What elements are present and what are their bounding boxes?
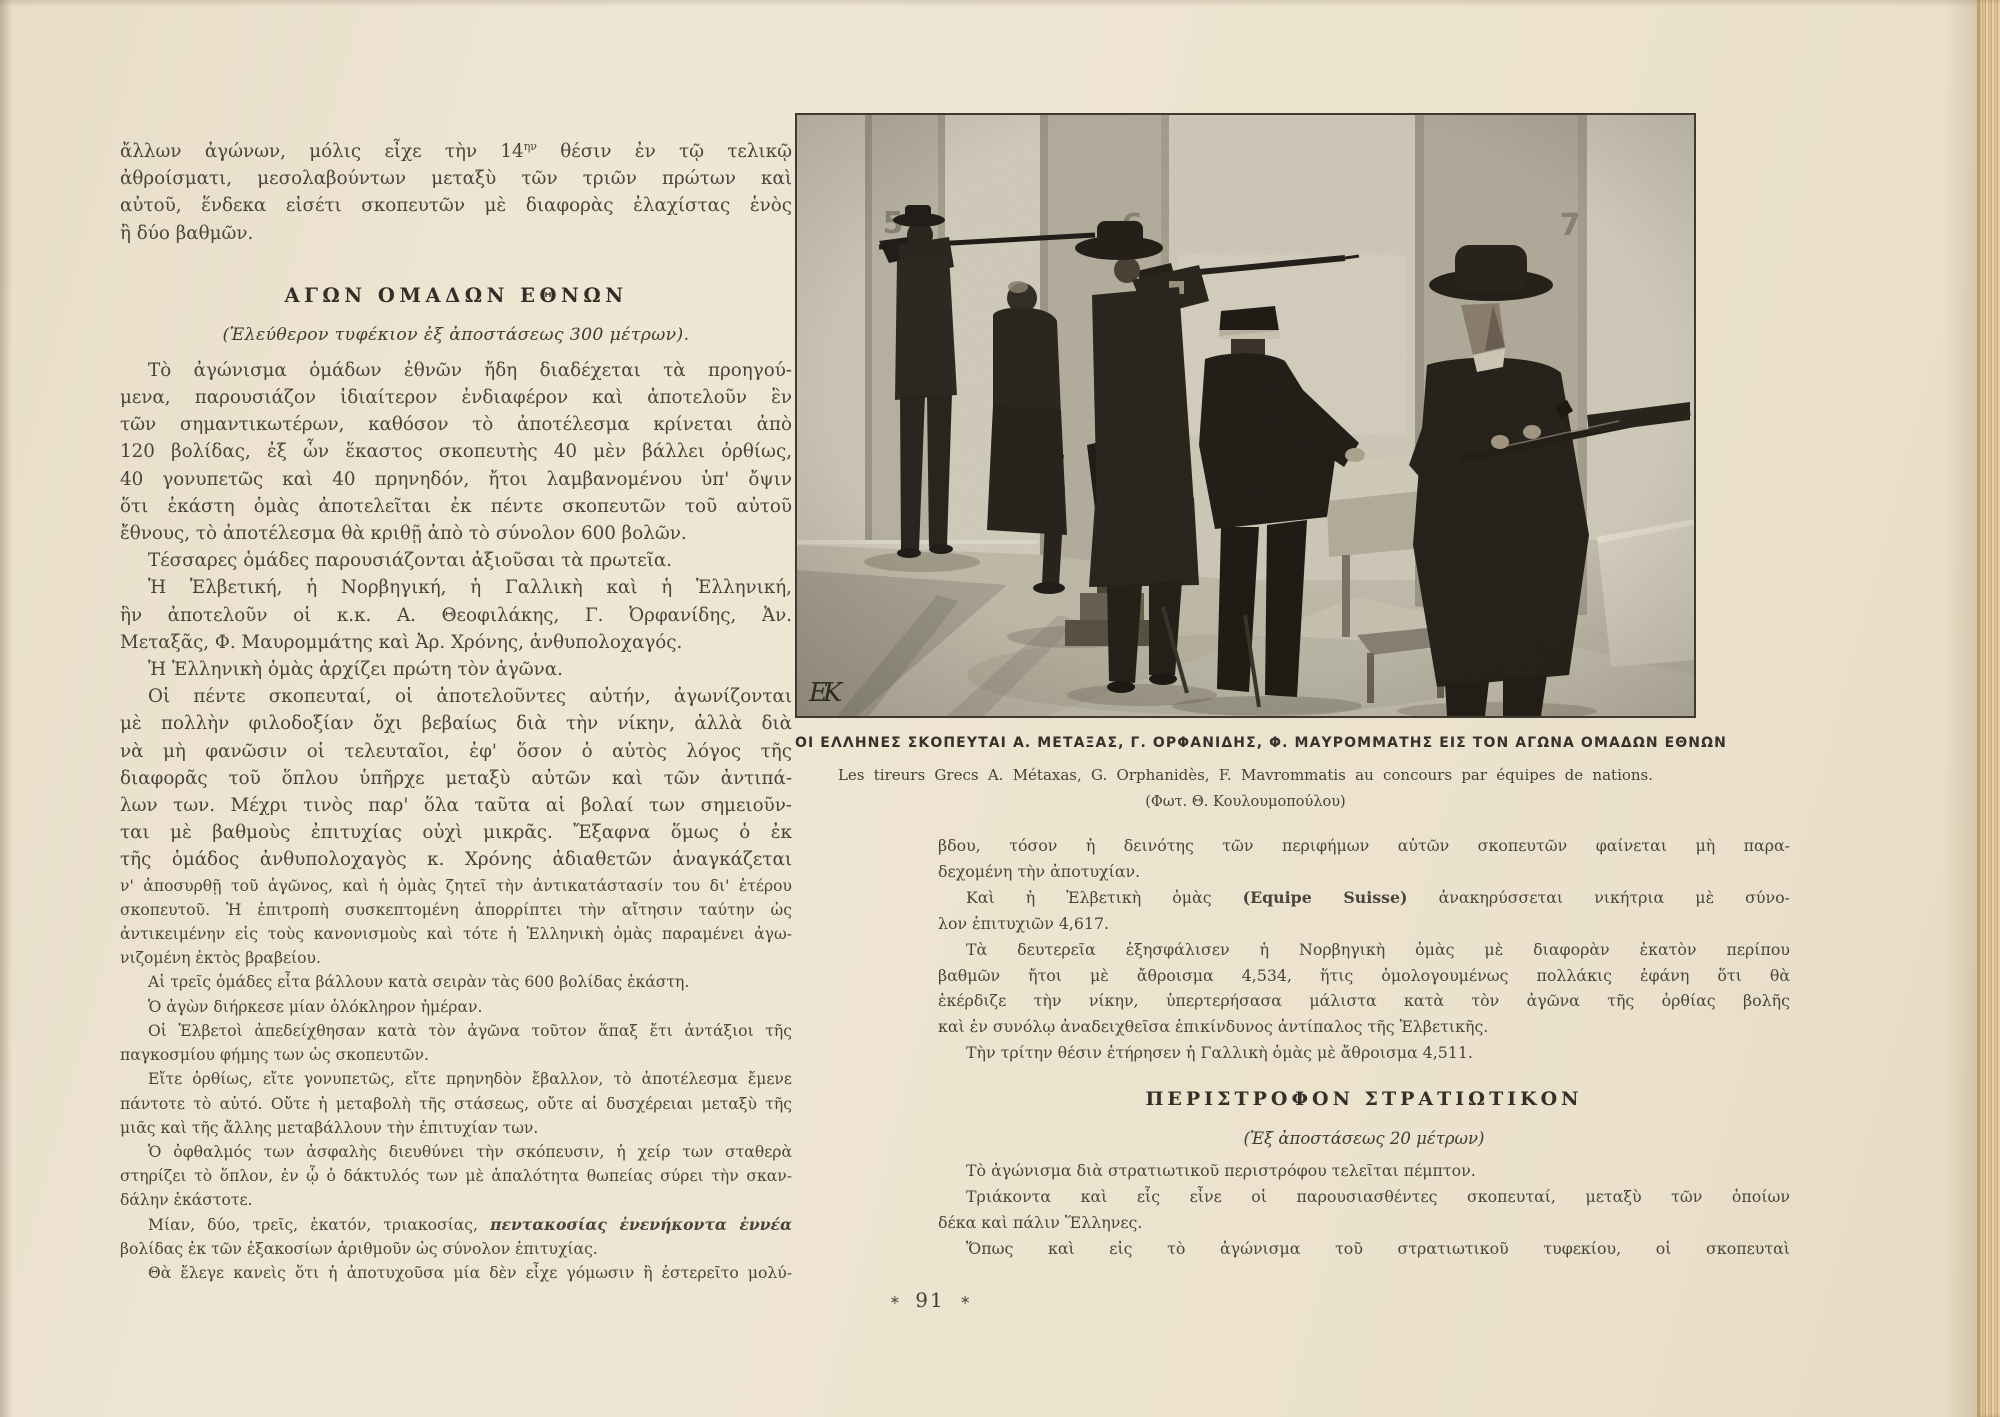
section-heading: ΑΓΩΝ ΟΜΑΔΩΝ ΕΘΝΩΝ xyxy=(284,283,628,307)
text-line: μενα, παρουσιάζον ἰδιαίτερον ἐνδιαφέρον καὶ ἀποτελοῦν ἓν xyxy=(120,387,792,409)
results-paragraphs xyxy=(938,833,1790,1066)
halftone-photograph xyxy=(795,113,1696,718)
body-paragraphs-large xyxy=(120,357,792,874)
text-line: 120 βολίδας, ἐξ ὧν ἕκαστος σκοπευτὴς 40 μὲν βάλλει ὀρθίως, xyxy=(120,441,792,463)
paragraph xyxy=(120,1213,792,1261)
text-line: τῶν σημαντικωτέρων, καθόσον τὸ ἀποτέλεσμα κρίνεται ἀπὸ xyxy=(120,414,792,436)
page-left-shadow xyxy=(0,0,12,1417)
text-line: τῆς ὁμάδος ἀνθυπολοχαγὸς κ. Χρόνης ἀδιαθετῶν ἀναγκάζεται xyxy=(120,849,792,871)
text-line: ται μὲ βαθμοὺς ἐπιτυχίας οὐχὶ μικρᾶς. Ἔξαφνα ὅμως ὁ ἐκ xyxy=(120,822,792,844)
paragraph xyxy=(938,937,1790,1041)
paragraph xyxy=(120,656,792,683)
section-subheading: (Ἐλεύθερον τυφέκιον ἐξ ἀποστάσεως 300 μέτρων). xyxy=(222,324,690,345)
text-line: δάλην ἑκάστοτε. xyxy=(120,1191,253,1210)
text-line: Τέσσαρες ὁμάδες παρουσιάζονται ἀξιοῦσαι τὰ πρωτεῖα. xyxy=(148,550,673,572)
text-line: ἢ δύο βαθμῶν. xyxy=(120,222,254,244)
folio-ornament-right: ∗ xyxy=(959,1293,971,1308)
text-line: στηρίζει τὸ ὅπλον, ἐν ᾧ ὁ δάκτυλός των μὲ ἁπαλότητα θωπείας σύρει τὴν σκαν- xyxy=(120,1167,792,1186)
text-line: βδου, τόσον ἡ δεινότης τῶν περιφήμων αὐτῶν σκοπευτῶν φαίνεται μὴ παρα- xyxy=(938,836,1790,855)
text-line: Ἡ Ἑλληνικὴ ὁμὰς ἀρχίζει πρώτη τὸν ἀγῶνα. xyxy=(148,659,563,681)
text-line: νιζομένη ἐκτὸς βραβείου. xyxy=(120,949,321,968)
text-line: μιᾶς καὶ τῆς ἄλλης μεταβάλλουν τὴν ἐπιτυχίαν των. xyxy=(120,1118,539,1137)
text-line: ἀντικειμένην εἰς τοὺς κανονισμοὺς καὶ τότε ἡ Ἑλληνικὴ ὁμὰς παραμένει ἀγω- xyxy=(120,925,792,944)
text-line: ἀθροίσματι, μεσολαβούντων μεταξὺ τῶν τριῶν πρώτων καὶ xyxy=(120,168,792,190)
body-paragraphs-small xyxy=(120,874,792,1285)
text-line: Τὸ ἀγώνισμα διὰ στρατιωτικοῦ περιστρόφου τελεῖται πέμπτον. xyxy=(966,1161,1476,1181)
text-line: Τριάκοντα καὶ εἷς εἶνε οἱ παρουσιασθέντες σκοπευταί, μεταξὺ τῶν ὁποίων xyxy=(966,1187,1790,1207)
text-line: 40 γονυπετῶς καὶ 40 πρηνηδόν, ἤτοι λαμβανομένου ὑπ' ὄψιν xyxy=(120,468,792,490)
paragraph xyxy=(120,683,792,873)
caption-greek: ΟΙ ΕΛΛΗΝΕΣ ΣΚΟΠΕΥΤΑΙ Α. ΜΕΤΑΞΑΣ, Γ. ΟΡΦΑΝΙΔΗΣ, Φ. ΜΑΥΡΟΜΜΑΤΗΣ ΕΙΣ ΤΟΝ ΑΓΩΝΑ ΟΜΑΔΩΝ ΕΘΝΩΝ xyxy=(795,735,1727,751)
text-line: καὶ ἐν συνόλῳ ἀναδειχθεῖσα ἐπικίνδυνος ἀντίπαλος τῆς Ἑλβετικῆς. xyxy=(938,1017,1489,1037)
paragraph xyxy=(120,1019,792,1067)
text-line: ἣν ἀποτελοῦν οἱ κ.κ. Α. Θεοφιλάκης, Γ. Ὀρφανίδης, Ἀν. xyxy=(120,604,792,626)
paragraph xyxy=(938,1158,1790,1184)
text-line: Μίαν, δύο, τρεῖς, ἑκατόν, τριακοσίας, πεντακοσίας ἐνενήκοντα ἐννέα xyxy=(148,1214,793,1234)
text-line: βαθμῶν ἤτοι μὲ ἄθροισμα 4,534, ἥτις ὁμολογουμένως πολλάκις ἐφάνη ὅτι θὰ xyxy=(938,965,1790,985)
paragraph xyxy=(938,833,1790,885)
text-line: αὐτοῦ, ἕνδεκα εἰσέτι σκοπευτῶν μὲ διαφορὰς ἐλαχίστας ἑνὸς xyxy=(120,195,792,217)
text-line: λον ἐπιτυχιῶν 4,617. xyxy=(938,913,1110,933)
text-line: ἔθνους, τὸ ἀποτέλεσμα θὰ κριθῇ ἀπὸ τὸ σύνολον 600 βολῶν. xyxy=(120,523,687,545)
paragraph xyxy=(120,1067,792,1140)
text-line: σκοπευτοῦ. Ἡ ἐπιτροπὴ συσκεπτομένη ἀπορρίπτει τὴν αἴτησιν ταύτην ὡς xyxy=(120,900,792,919)
book-fore-edge xyxy=(1977,0,2000,1417)
text-line: Οἱ πέντε σκοπευταί, οἱ ἀποτελοῦντες αὐτήν, ἀγωνίζονται xyxy=(148,686,792,708)
vignette xyxy=(797,115,1694,716)
text-line: παγκοσμίου φήμης των ὡς σκοπευτῶν. xyxy=(120,1046,429,1065)
page-curve-shadow xyxy=(1944,0,1978,1417)
paragraph xyxy=(120,574,792,656)
text-line: λων των. Μέχρι τινὸς παρ' ὅλα ταῦτα αἱ βολαί των σημειοῦν- xyxy=(120,795,792,817)
text-line: ὅτι ἑκάστη ὁμὰς ἀποτελεῖται ἐκ πέντε σκοπευτῶν τοῦ αὐτοῦ xyxy=(120,495,792,517)
text-line: ν' ἀποσυρθῇ τοῦ ἀγῶνος, καὶ ἡ ὁμὰς ζητεῖ τὴν ἀντικατάστασίν του δι' ἑτέρου xyxy=(120,876,792,895)
left-text-column xyxy=(120,138,792,1285)
text-line: ἄλλων ἀγώνων, μόλις εἶχε τὴν $14^{\eta\nu}$ θέσιν ἐν τῷ τελικῷ xyxy=(120,139,792,162)
text-line: διαφορᾶς τοῦ ὅπλου ὑπῆρχε μεταξὺ αὐτῶν καὶ τῶν ἀντιπά- xyxy=(120,767,792,789)
text-line: νὰ μὴ φανῶσιν οἱ τελευταῖοι, ἐφ' ὅσον ὁ αὐτὸς λόγος τῆς xyxy=(120,740,792,762)
text-line: μὲ πολλὴν φιλοδοξίαν ὄχι βεβαίως διὰ τὴν νίκην, ἀλλὰ διὰ xyxy=(120,713,792,735)
caption-photo-credit: (Φωτ. Θ. Κουλουμοπούλου) xyxy=(1145,794,1346,810)
folio-number: 91 xyxy=(915,1288,945,1312)
text-line: Ὅπως καὶ εἰς τὸ ἀγώνισμα τοῦ στρατιωτικοῦ τυφεκίου, οἱ σκοπευταὶ xyxy=(966,1238,1790,1258)
text-line: Ἡ Ἑλβετική, ἡ Νορβηγική, ἡ Γαλλικὴ καὶ ἡ Ἑλληνική, xyxy=(148,577,792,599)
text-line: Μεταξᾶς, Φ. Μαυρομμάτης καὶ Ἀρ. Χρόνης, ἀνθυπολοχαγός. xyxy=(120,631,683,653)
text-line: πάντοτε τὸ αὐτό. Οὔτε ἡ μεταβολὴ τῆς στάσεως, οὔτε αἱ δυσχέρειαι μεταξὺ τῆς xyxy=(120,1094,792,1113)
intro-paragraphs xyxy=(120,138,792,247)
text-line: Ὁ ὀφθαλμός των ἀσφαλὴς διευθύνει τὴν σκόπευσιν, ἡ χείρ των σταθερὰ xyxy=(148,1142,792,1161)
paragraph xyxy=(120,357,792,547)
page-number xyxy=(0,1288,1860,1312)
text-line: δεχομένη τὴν ἀποτυχίαν. xyxy=(938,861,1141,881)
text-line: δέκα καὶ πάλιν Ἕλληνες. xyxy=(938,1212,1143,1232)
text-line: Οἱ Ἑλβετοὶ ἀπεδείχθησαν κατὰ τὸν ἀγῶνα τοῦτον ἅπαξ ἔτι ἀντάξιοι τῆς xyxy=(148,1021,792,1040)
paragraph xyxy=(938,1184,1790,1236)
text-line: βολίδας ἐκ τῶν ἑξακοσίων ἀριθμοῦν ὡς σύνολον ἐπιτυχίας. xyxy=(120,1239,598,1258)
paragraph xyxy=(120,1140,792,1213)
text-line: Ὁ ἀγὼν διήρκεσε μίαν ὁλόκληρον ἡμέραν. xyxy=(148,997,483,1016)
revolver-paragraphs xyxy=(938,1158,1790,1262)
folio-ornament-left: ∗ xyxy=(889,1293,901,1308)
shooting-range-illustration xyxy=(797,115,1694,716)
text-line: Καὶ ἡ Ἑλβετικὴ ὁμὰς (Equipe Suisse) ἀνακηρύσσεται νικήτρια μὲ σύνο- xyxy=(966,887,1790,907)
paragraph xyxy=(938,885,1790,937)
text-line: Τὰ δευτερεῖα ἐξησφάλισεν ἡ Νορβηγικὴ ὁμὰς μὲ διαφορὰν ἑκατὸν περίπου xyxy=(966,939,1790,959)
text-line: Τὸ ἀγώνισμα ὁμάδων ἐθνῶν ἤδη διαδέχεται τὰ προηγού- xyxy=(148,359,792,381)
paragraph xyxy=(120,1261,792,1285)
paragraph xyxy=(120,970,792,994)
right-text-column xyxy=(938,833,1790,1262)
caption-french: Les tireurs Grecs A. Métaxas, G. Orphanidès, F. Mavrommatis au concours par équipes de nations. xyxy=(837,766,1654,784)
paragraph xyxy=(120,995,792,1019)
text-line: Θὰ ἔλεγε κανεὶς ὅτι ἡ ἀποτυχοῦσα μία δὲν εἶχε γόμωσιν ἢ ἐστερεῖτο μολύ- xyxy=(148,1263,792,1282)
paragraph xyxy=(120,138,792,247)
text-line: Τὴν τρίτην θέσιν ἐτήρησεν ἡ Γαλλικὴ ὁμὰς μὲ ἄθροισμα 4,511. xyxy=(966,1043,1473,1063)
paragraph xyxy=(120,547,792,574)
section-heading-2: ΠΕΡΙΣΤΡΟΦΟΝ ΣΤΡΑΤΙΩΤΙΚΟΝ xyxy=(1145,1088,1583,1111)
text-line: ἐκέρδιζε τὴν νίκην, ὑπερτερήσασα μάλιστα κατὰ τὸν ἀγῶνα τῆς ὀρθίας βολῆς xyxy=(938,991,1790,1011)
section-subheading-2: (Ἐξ ἀποστάσεως 20 μέτρων) xyxy=(1243,1129,1485,1149)
paragraph xyxy=(938,1236,1790,1262)
text-line: Αἱ τρεῖς ὁμάδες εἶτα βάλλουν κατὰ σειρὰν τὰς 600 βολίδας ἑκάστη. xyxy=(148,973,690,992)
text-line: Εἴτε ὀρθίως, εἴτε γονυπετῶς, εἴτε πρηνηδὸν ἔβαλλον, τὸ ἀποτέλεσμα ἔμενε xyxy=(148,1070,792,1089)
paragraph xyxy=(120,874,792,971)
page-top-shadow xyxy=(0,0,2000,7)
paragraph xyxy=(938,1040,1790,1066)
